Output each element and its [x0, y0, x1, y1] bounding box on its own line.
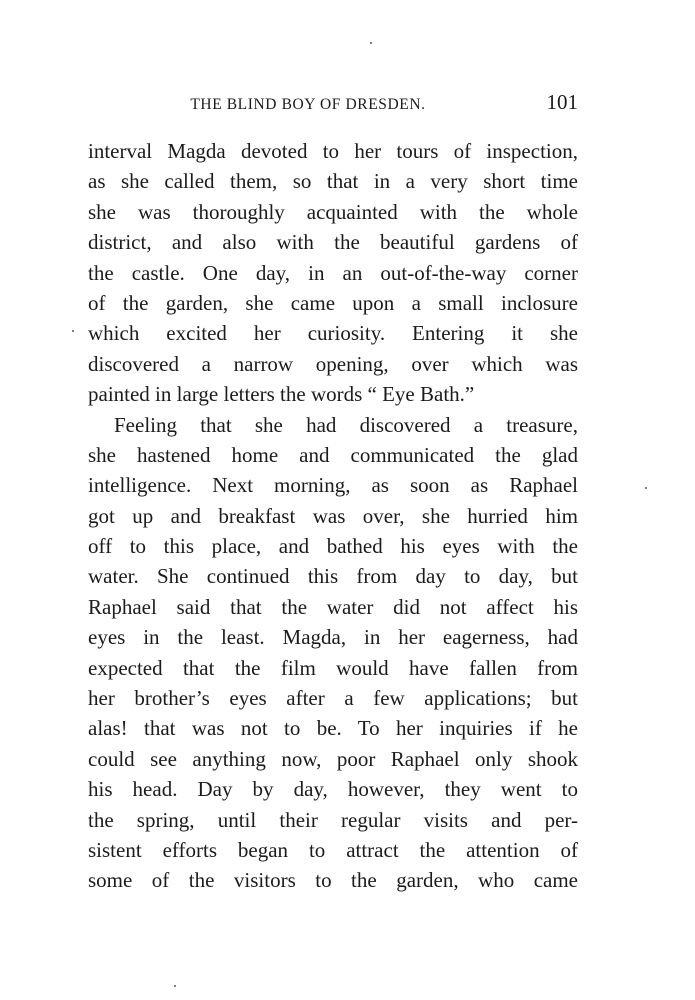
text-line: his head. Day by day, however, they went to	[88, 777, 578, 802]
text-line: district, and also with the beautiful gardens of	[88, 230, 578, 255]
paper-speck	[645, 487, 647, 489]
text-line: the spring, until their regular visits and per-	[88, 807, 578, 832]
text-line: some of the visitors to the garden, who came	[88, 868, 578, 893]
text-line: which excited her curiosity. Entering it she	[88, 321, 578, 346]
text-line: discovered a narrow opening, over which was	[88, 351, 578, 376]
text-line: as she called them, so that in a very short time	[88, 169, 578, 194]
text-line: off to this place, and bathed his eyes with the	[88, 534, 578, 559]
text-line: alas! that was not to be. To her inquiries if he	[88, 716, 578, 741]
text-line: intelligence. Next morning, as soon as Raphael	[88, 473, 578, 498]
text-line: painted in large letters the words “ Eye Bath.”	[88, 382, 475, 407]
text-line: her brother’s eyes after a few applications; but	[88, 686, 578, 711]
paper-speck	[72, 330, 74, 332]
paper-speck	[174, 985, 176, 987]
text-line: of the garden, she came upon a small inclosure	[88, 290, 578, 315]
text-line: eyes in the least. Magda, in her eagerness, had	[88, 625, 578, 650]
running-title: THE BLIND BOY OF DRESDEN.	[190, 96, 426, 113]
paragraph-1	[88, 136, 578, 410]
text-line: water. She continued this from day to day, but	[88, 564, 578, 589]
text-line: got up and breakfast was over, she hurried him	[88, 503, 578, 528]
text-line: Feeling that she had discovered a treasure,	[114, 412, 578, 437]
paper-speck	[370, 42, 372, 44]
text-line: could see anything now, poor Raphael only shook	[88, 746, 578, 771]
paragraph-2	[88, 410, 578, 896]
page-number: 101	[546, 90, 578, 114]
text-line: she was thoroughly acquainted with the whole	[88, 199, 578, 224]
text-line: interval Magda devoted to her tours of inspection,	[88, 139, 578, 163]
body-text	[88, 136, 578, 896]
running-head	[88, 90, 578, 118]
text-line: the castle. One day, in an out-of-the-way corner	[88, 260, 578, 285]
text-line: Raphael said that the water did not affect his	[88, 594, 578, 619]
text-line: expected that the film would have fallen from	[88, 655, 578, 680]
text-line: she hastened home and communicated the glad	[88, 442, 578, 467]
text-line: sistent efforts began to attract the attention of	[88, 837, 578, 862]
